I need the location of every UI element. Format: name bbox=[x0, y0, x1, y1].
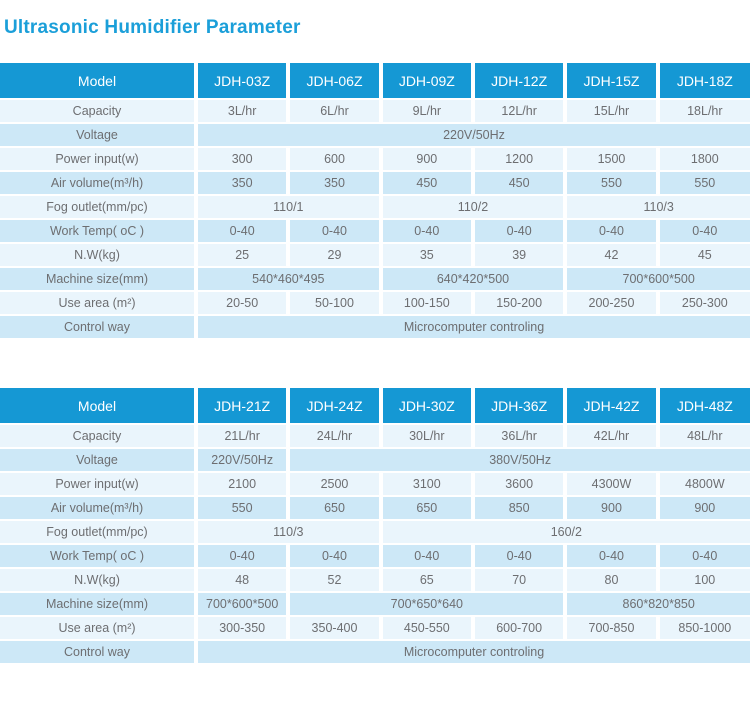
table-row bbox=[0, 472, 750, 496]
row-label: Control way bbox=[0, 315, 196, 339]
row-label: Work Temp( oC ) bbox=[0, 219, 196, 243]
value-cell: 0-40 bbox=[658, 544, 750, 568]
value-cell: 3100 bbox=[381, 472, 473, 496]
value-cell: 700*600*500 bbox=[196, 592, 288, 616]
value-cell: 600 bbox=[288, 147, 380, 171]
value-cell: 18L/hr bbox=[658, 99, 750, 123]
value-cell: 300 bbox=[196, 147, 288, 171]
row-label: Voltage bbox=[0, 448, 196, 472]
value-cell: 0-40 bbox=[288, 544, 380, 568]
value-cell: 850 bbox=[473, 496, 565, 520]
value-cell: 21L/hr bbox=[196, 424, 288, 448]
table-row bbox=[0, 291, 750, 315]
table-row bbox=[0, 496, 750, 520]
value-cell: 0-40 bbox=[381, 219, 473, 243]
row-label: Control way bbox=[0, 640, 196, 664]
value-cell: 0-40 bbox=[565, 544, 657, 568]
row-label: Power input(w) bbox=[0, 472, 196, 496]
value-cell: 1500 bbox=[565, 147, 657, 171]
value-cell: 900 bbox=[381, 147, 473, 171]
value-cell: 0-40 bbox=[196, 544, 288, 568]
row-label: Air volume(m³/h) bbox=[0, 496, 196, 520]
value-cell: 450-550 bbox=[381, 616, 473, 640]
value-cell: 4800W bbox=[658, 472, 750, 496]
value-cell: 350 bbox=[196, 171, 288, 195]
table-row bbox=[0, 568, 750, 592]
model-name-cell: JDH-18Z bbox=[658, 63, 750, 99]
model-name-cell: JDH-09Z bbox=[381, 63, 473, 99]
value-cell: 39 bbox=[473, 243, 565, 267]
table-row bbox=[0, 424, 750, 448]
value-cell: 29 bbox=[288, 243, 380, 267]
parameter-table-2 bbox=[0, 388, 750, 665]
model-header-cell: Model bbox=[0, 388, 196, 424]
value-cell: 9L/hr bbox=[381, 99, 473, 123]
table-row bbox=[0, 171, 750, 195]
table-row bbox=[0, 267, 750, 291]
value-cell: 6L/hr bbox=[288, 99, 380, 123]
table-row bbox=[0, 195, 750, 219]
value-cell: 30L/hr bbox=[381, 424, 473, 448]
value-cell: 1800 bbox=[658, 147, 750, 171]
value-cell: 12L/hr bbox=[473, 99, 565, 123]
table-row bbox=[0, 315, 750, 339]
value-cell: 220V/50Hz bbox=[196, 448, 288, 472]
value-cell: 0-40 bbox=[473, 544, 565, 568]
value-cell: 24L/hr bbox=[288, 424, 380, 448]
value-cell: 1200 bbox=[473, 147, 565, 171]
value-cell: 36L/hr bbox=[473, 424, 565, 448]
value-cell: 48L/hr bbox=[658, 424, 750, 448]
model-name-cell: JDH-03Z bbox=[196, 63, 288, 99]
value-cell: 850-1000 bbox=[658, 616, 750, 640]
value-cell: 640*420*500 bbox=[381, 267, 566, 291]
value-cell: 3L/hr bbox=[196, 99, 288, 123]
value-cell: 860*820*850 bbox=[565, 592, 750, 616]
model-header-cell: Model bbox=[0, 63, 196, 99]
row-label: Use area (m²) bbox=[0, 291, 196, 315]
value-cell: 220V/50Hz bbox=[196, 123, 750, 147]
row-label: Air volume(m³/h) bbox=[0, 171, 196, 195]
value-cell: 0-40 bbox=[288, 219, 380, 243]
value-cell: 450 bbox=[381, 171, 473, 195]
value-cell: 3600 bbox=[473, 472, 565, 496]
value-cell: 15L/hr bbox=[565, 99, 657, 123]
value-cell: 540*460*495 bbox=[196, 267, 381, 291]
value-cell: 550 bbox=[196, 496, 288, 520]
value-cell: 50-100 bbox=[288, 291, 380, 315]
value-cell: 350 bbox=[288, 171, 380, 195]
value-cell: 42L/hr bbox=[565, 424, 657, 448]
model-name-cell: JDH-48Z bbox=[658, 388, 750, 424]
value-cell: 450 bbox=[473, 171, 565, 195]
value-cell: 250-300 bbox=[658, 291, 750, 315]
value-cell: Microcomputer controling bbox=[196, 640, 750, 664]
value-cell: 20-50 bbox=[196, 291, 288, 315]
value-cell: Microcomputer controling bbox=[196, 315, 750, 339]
value-cell: 25 bbox=[196, 243, 288, 267]
value-cell: 2100 bbox=[196, 472, 288, 496]
value-cell: 110/2 bbox=[381, 195, 566, 219]
value-cell: 650 bbox=[288, 496, 380, 520]
value-cell: 350-400 bbox=[288, 616, 380, 640]
value-cell: 80 bbox=[565, 568, 657, 592]
value-cell: 380V/50Hz bbox=[288, 448, 750, 472]
value-cell: 35 bbox=[381, 243, 473, 267]
table-header-row bbox=[0, 63, 750, 99]
value-cell: 110/3 bbox=[196, 520, 381, 544]
value-cell: 70 bbox=[473, 568, 565, 592]
row-label: Use area (m²) bbox=[0, 616, 196, 640]
value-cell: 700*600*500 bbox=[565, 267, 750, 291]
row-label: N.W(kg) bbox=[0, 243, 196, 267]
model-name-cell: JDH-15Z bbox=[565, 63, 657, 99]
value-cell: 0-40 bbox=[381, 544, 473, 568]
value-cell: 900 bbox=[658, 496, 750, 520]
value-cell: 200-250 bbox=[565, 291, 657, 315]
table-row bbox=[0, 640, 750, 664]
table-row bbox=[0, 219, 750, 243]
value-cell: 52 bbox=[288, 568, 380, 592]
value-cell: 4300W bbox=[565, 472, 657, 496]
table-row bbox=[0, 99, 750, 123]
value-cell: 160/2 bbox=[381, 520, 750, 544]
row-label: Power input(w) bbox=[0, 147, 196, 171]
row-label: Machine size(mm) bbox=[0, 592, 196, 616]
table-row bbox=[0, 243, 750, 267]
table-row bbox=[0, 592, 750, 616]
table-row bbox=[0, 147, 750, 171]
table-row bbox=[0, 448, 750, 472]
model-name-cell: JDH-21Z bbox=[196, 388, 288, 424]
value-cell: 550 bbox=[565, 171, 657, 195]
value-cell: 65 bbox=[381, 568, 473, 592]
value-cell: 700*650*640 bbox=[288, 592, 565, 616]
model-name-cell: JDH-42Z bbox=[565, 388, 657, 424]
table-row bbox=[0, 520, 750, 544]
row-label: Voltage bbox=[0, 123, 196, 147]
value-cell: 650 bbox=[381, 496, 473, 520]
parameter-table-1 bbox=[0, 63, 750, 340]
model-name-cell: JDH-24Z bbox=[288, 388, 380, 424]
row-label: Fog outlet(mm/pc) bbox=[0, 195, 196, 219]
value-cell: 100 bbox=[658, 568, 750, 592]
row-label: Capacity bbox=[0, 99, 196, 123]
value-cell: 2500 bbox=[288, 472, 380, 496]
value-cell: 700-850 bbox=[565, 616, 657, 640]
value-cell: 0-40 bbox=[565, 219, 657, 243]
value-cell: 100-150 bbox=[381, 291, 473, 315]
row-label: N.W(kg) bbox=[0, 568, 196, 592]
model-name-cell: JDH-36Z bbox=[473, 388, 565, 424]
row-label: Fog outlet(mm/pc) bbox=[0, 520, 196, 544]
value-cell: 110/1 bbox=[196, 195, 381, 219]
model-name-cell: JDH-06Z bbox=[288, 63, 380, 99]
row-label: Capacity bbox=[0, 424, 196, 448]
value-cell: 0-40 bbox=[658, 219, 750, 243]
value-cell: 0-40 bbox=[196, 219, 288, 243]
table-header-row bbox=[0, 388, 750, 424]
table-row bbox=[0, 123, 750, 147]
model-name-cell: JDH-12Z bbox=[473, 63, 565, 99]
value-cell: 48 bbox=[196, 568, 288, 592]
value-cell: 42 bbox=[565, 243, 657, 267]
value-cell: 300-350 bbox=[196, 616, 288, 640]
value-cell: 110/3 bbox=[565, 195, 750, 219]
row-label: Machine size(mm) bbox=[0, 267, 196, 291]
value-cell: 600-700 bbox=[473, 616, 565, 640]
page-title: Ultrasonic Humidifier Parameter bbox=[4, 17, 301, 38]
value-cell: 45 bbox=[658, 243, 750, 267]
row-label: Work Temp( oC ) bbox=[0, 544, 196, 568]
value-cell: 150-200 bbox=[473, 291, 565, 315]
table-row bbox=[0, 544, 750, 568]
value-cell: 550 bbox=[658, 171, 750, 195]
table-row bbox=[0, 616, 750, 640]
model-name-cell: JDH-30Z bbox=[381, 388, 473, 424]
value-cell: 0-40 bbox=[473, 219, 565, 243]
value-cell: 900 bbox=[565, 496, 657, 520]
